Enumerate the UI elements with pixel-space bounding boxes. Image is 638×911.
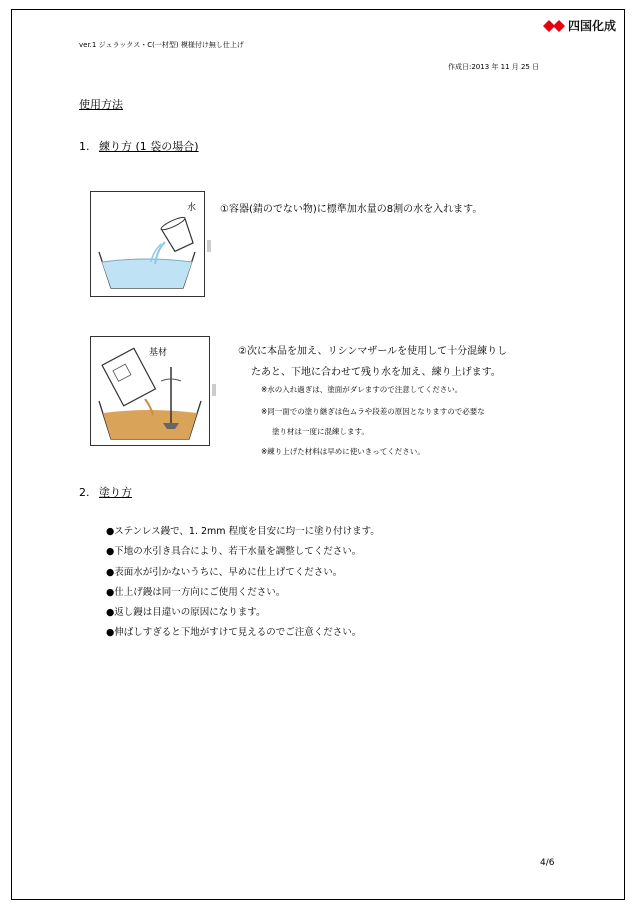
usage-title: 使用方法 bbox=[79, 98, 123, 111]
step2-image-label: 基材 bbox=[149, 348, 168, 358]
step2-note-1: ※水の入れ過ぎは、塗面がダレますので注意してください。 bbox=[261, 385, 463, 394]
logo-mark-icon bbox=[543, 20, 565, 32]
section1-title: 練り方 (1 袋の場合) bbox=[99, 140, 199, 153]
step2-note-3: 塗り材は一度に混練します。 bbox=[272, 427, 369, 436]
document-title: ver.1 ジュラックス・C(一材型) 模様付け無し仕上げ bbox=[79, 41, 244, 49]
bullet-item: ●下地の水引き具合により、若干水量を調整してください。 bbox=[106, 546, 362, 557]
bullet-item: ●ステンレス鏝で、1. 2mm 程度を目安に均一に塗り付けます。 bbox=[106, 526, 380, 537]
section1-number: 1. bbox=[79, 140, 90, 153]
image-edge-marker-2 bbox=[212, 384, 216, 396]
step1-text: ①容器(錆のでない物)に標準加水量の8割の水を入れます。 bbox=[220, 204, 483, 215]
bullet-item: ●仕上げ鏝は同一方向にご使用ください。 bbox=[106, 587, 286, 598]
step2-illustration bbox=[90, 336, 210, 446]
step2-note-2: ※同一面での塗り継ぎは色ムラや段差の原因となりますので必要な bbox=[261, 407, 485, 416]
step2-note-4: ※練り上げた材料は早めに使いきってください。 bbox=[261, 447, 425, 456]
page-number: 4/6 bbox=[540, 858, 555, 868]
bullet-item: ●返し鏝は目違いの原因になります。 bbox=[106, 607, 266, 618]
section2-title: 塗り方 bbox=[99, 486, 132, 499]
bullet-item: ●伸ばしすぎると下地がすけて見えるのでご注意ください。 bbox=[106, 627, 362, 638]
logo-text: 四国化成 bbox=[568, 19, 617, 33]
company-logo bbox=[543, 17, 616, 34]
step2-text-line1: ②次に本品を加え、リシンマザールを使用して十分混練りし bbox=[238, 346, 508, 357]
step1-illustration bbox=[90, 191, 205, 297]
step2-text-line2: たあと、下地に合わせて残り水を加え、練り上げます。 bbox=[251, 367, 501, 378]
creation-date: 作成日:2013 年 11 月 25 日 bbox=[448, 63, 540, 71]
step1-image-label: 水 bbox=[187, 203, 197, 213]
image-edge-marker bbox=[207, 240, 211, 252]
section2-number: 2. bbox=[79, 486, 90, 499]
section1-heading bbox=[79, 138, 199, 154]
bullet-item: ●表面水が引かないうちに、早めに仕上げてください。 bbox=[106, 567, 343, 578]
section2-heading bbox=[79, 484, 132, 500]
